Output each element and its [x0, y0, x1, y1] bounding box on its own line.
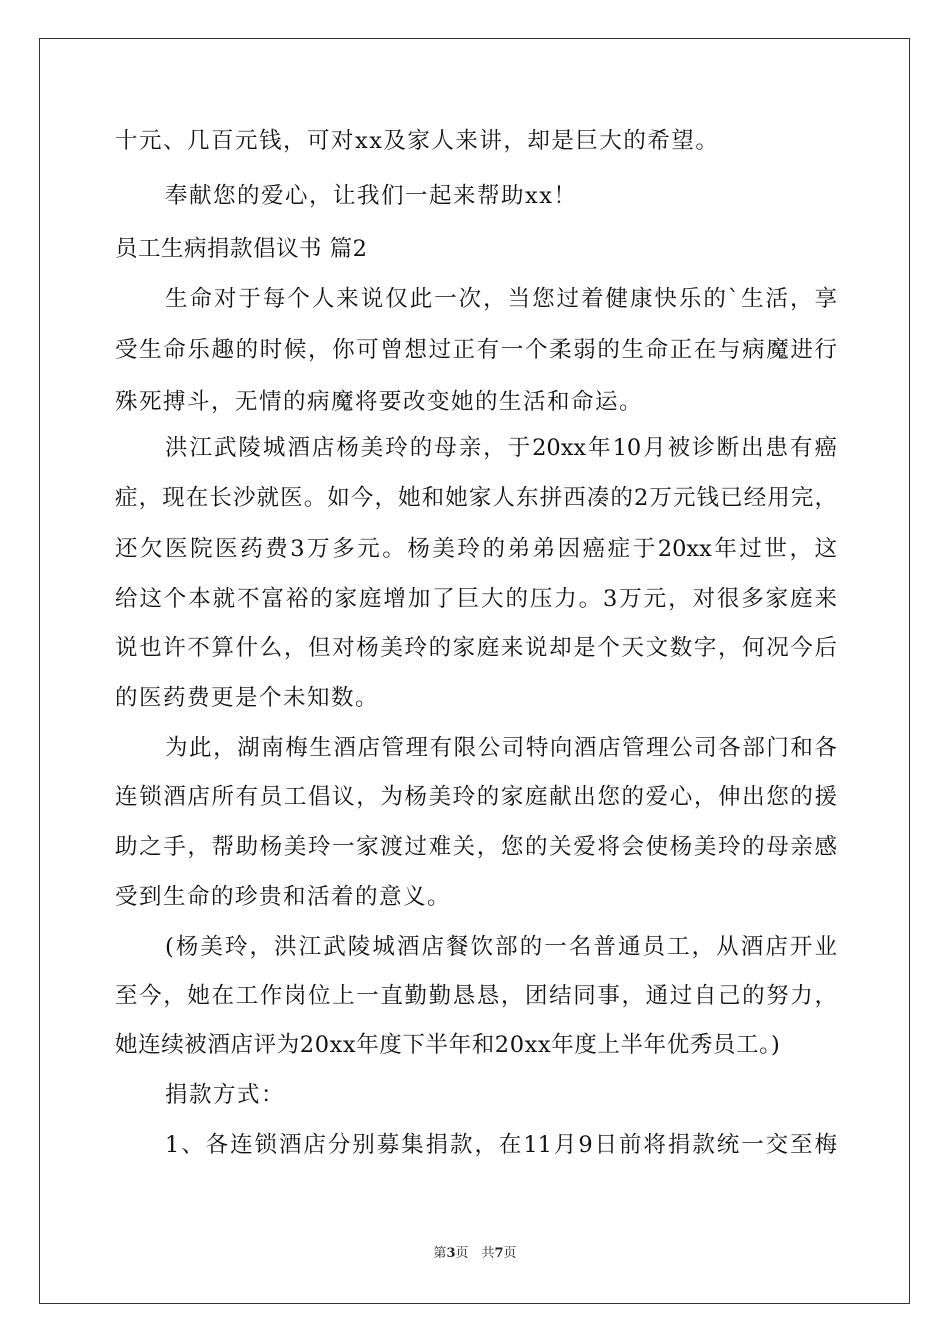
page-label-suffix: 页	[503, 1246, 517, 1261]
text-line-11: 说也许不算什么，但对杨美玲的家庭来说却是个天文数字，何况今后	[115, 635, 837, 661]
text-line-8: 症，现在长沙就医。如今，她和她家人东拼西凑的2万元钱已经用完，	[115, 485, 837, 511]
page-footer	[0, 1246, 950, 1262]
text-line-2: 奉献您的爱心，让我们一起来帮助xx！	[165, 183, 578, 209]
text-line-21: 1、各连锁酒店分别募集捐款，在11月9日前将捐款统一交至梅	[165, 1132, 837, 1158]
text-line-1: 十元、几百元钱，可对xx及家人来讲，却是巨大的希望。	[115, 128, 720, 154]
text-line-9: 还欠医院医药费3万多元。杨美玲的弟弟因癌症于20xx年过世，这	[115, 536, 837, 562]
total-page-number: 7	[494, 1246, 504, 1261]
page-label-mid: 页 共	[455, 1246, 495, 1261]
current-page-number: 3	[446, 1246, 456, 1261]
text-line-4: 生命对于每个人来说仅此一次，当您过着健康快乐的`生活，享	[165, 286, 837, 312]
section-heading: 员工生病捐款倡议书 篇2	[115, 236, 368, 262]
text-line-15: 助之手，帮助杨美玲一家渡过难关，您的关爱将会使杨美玲的母亲感	[115, 834, 837, 860]
text-line-10: 给这个本就不富裕的家庭增加了巨大的压力。3万元，对很多家庭来	[115, 586, 837, 612]
text-line-19: 她连续被酒店评为20xx年度下半年和20xx年度上半年优秀员工。)	[115, 1032, 781, 1058]
text-line-5: 受生命乐趣的时候，你可曾想过正有一个柔弱的生命正在与病魔进行	[115, 337, 837, 363]
text-line-16: 受到生命的珍贵和活着的意义。	[115, 884, 452, 910]
text-line-17: (杨美玲，洪江武陵城酒店餐饮部的一名普通员工，从酒店开业	[165, 934, 837, 960]
text-line-18: 至今，她在工作岗位上一直勤勤恳恳，团结同事，通过自己的努力，	[115, 983, 837, 1009]
text-line-20: 捐款方式：	[165, 1082, 286, 1108]
text-line-6: 殊死搏斗，无情的病魔将要改变她的生活和命运。	[115, 389, 644, 415]
page-frame	[39, 38, 910, 1304]
text-line-13: 为此，湖南梅生酒店管理有限公司特向酒店管理公司各部门和各	[165, 735, 837, 761]
page-label-prefix: 第	[433, 1246, 447, 1261]
text-line-12: 的医药费更是个未知数。	[115, 685, 380, 711]
text-line-7: 洪江武陵城酒店杨美玲的母亲，于20xx年10月被诊断出患有癌	[165, 435, 837, 461]
text-line-14: 连锁酒店所有员工倡议，为杨美玲的家庭献出您的爱心，伸出您的援	[115, 784, 837, 810]
